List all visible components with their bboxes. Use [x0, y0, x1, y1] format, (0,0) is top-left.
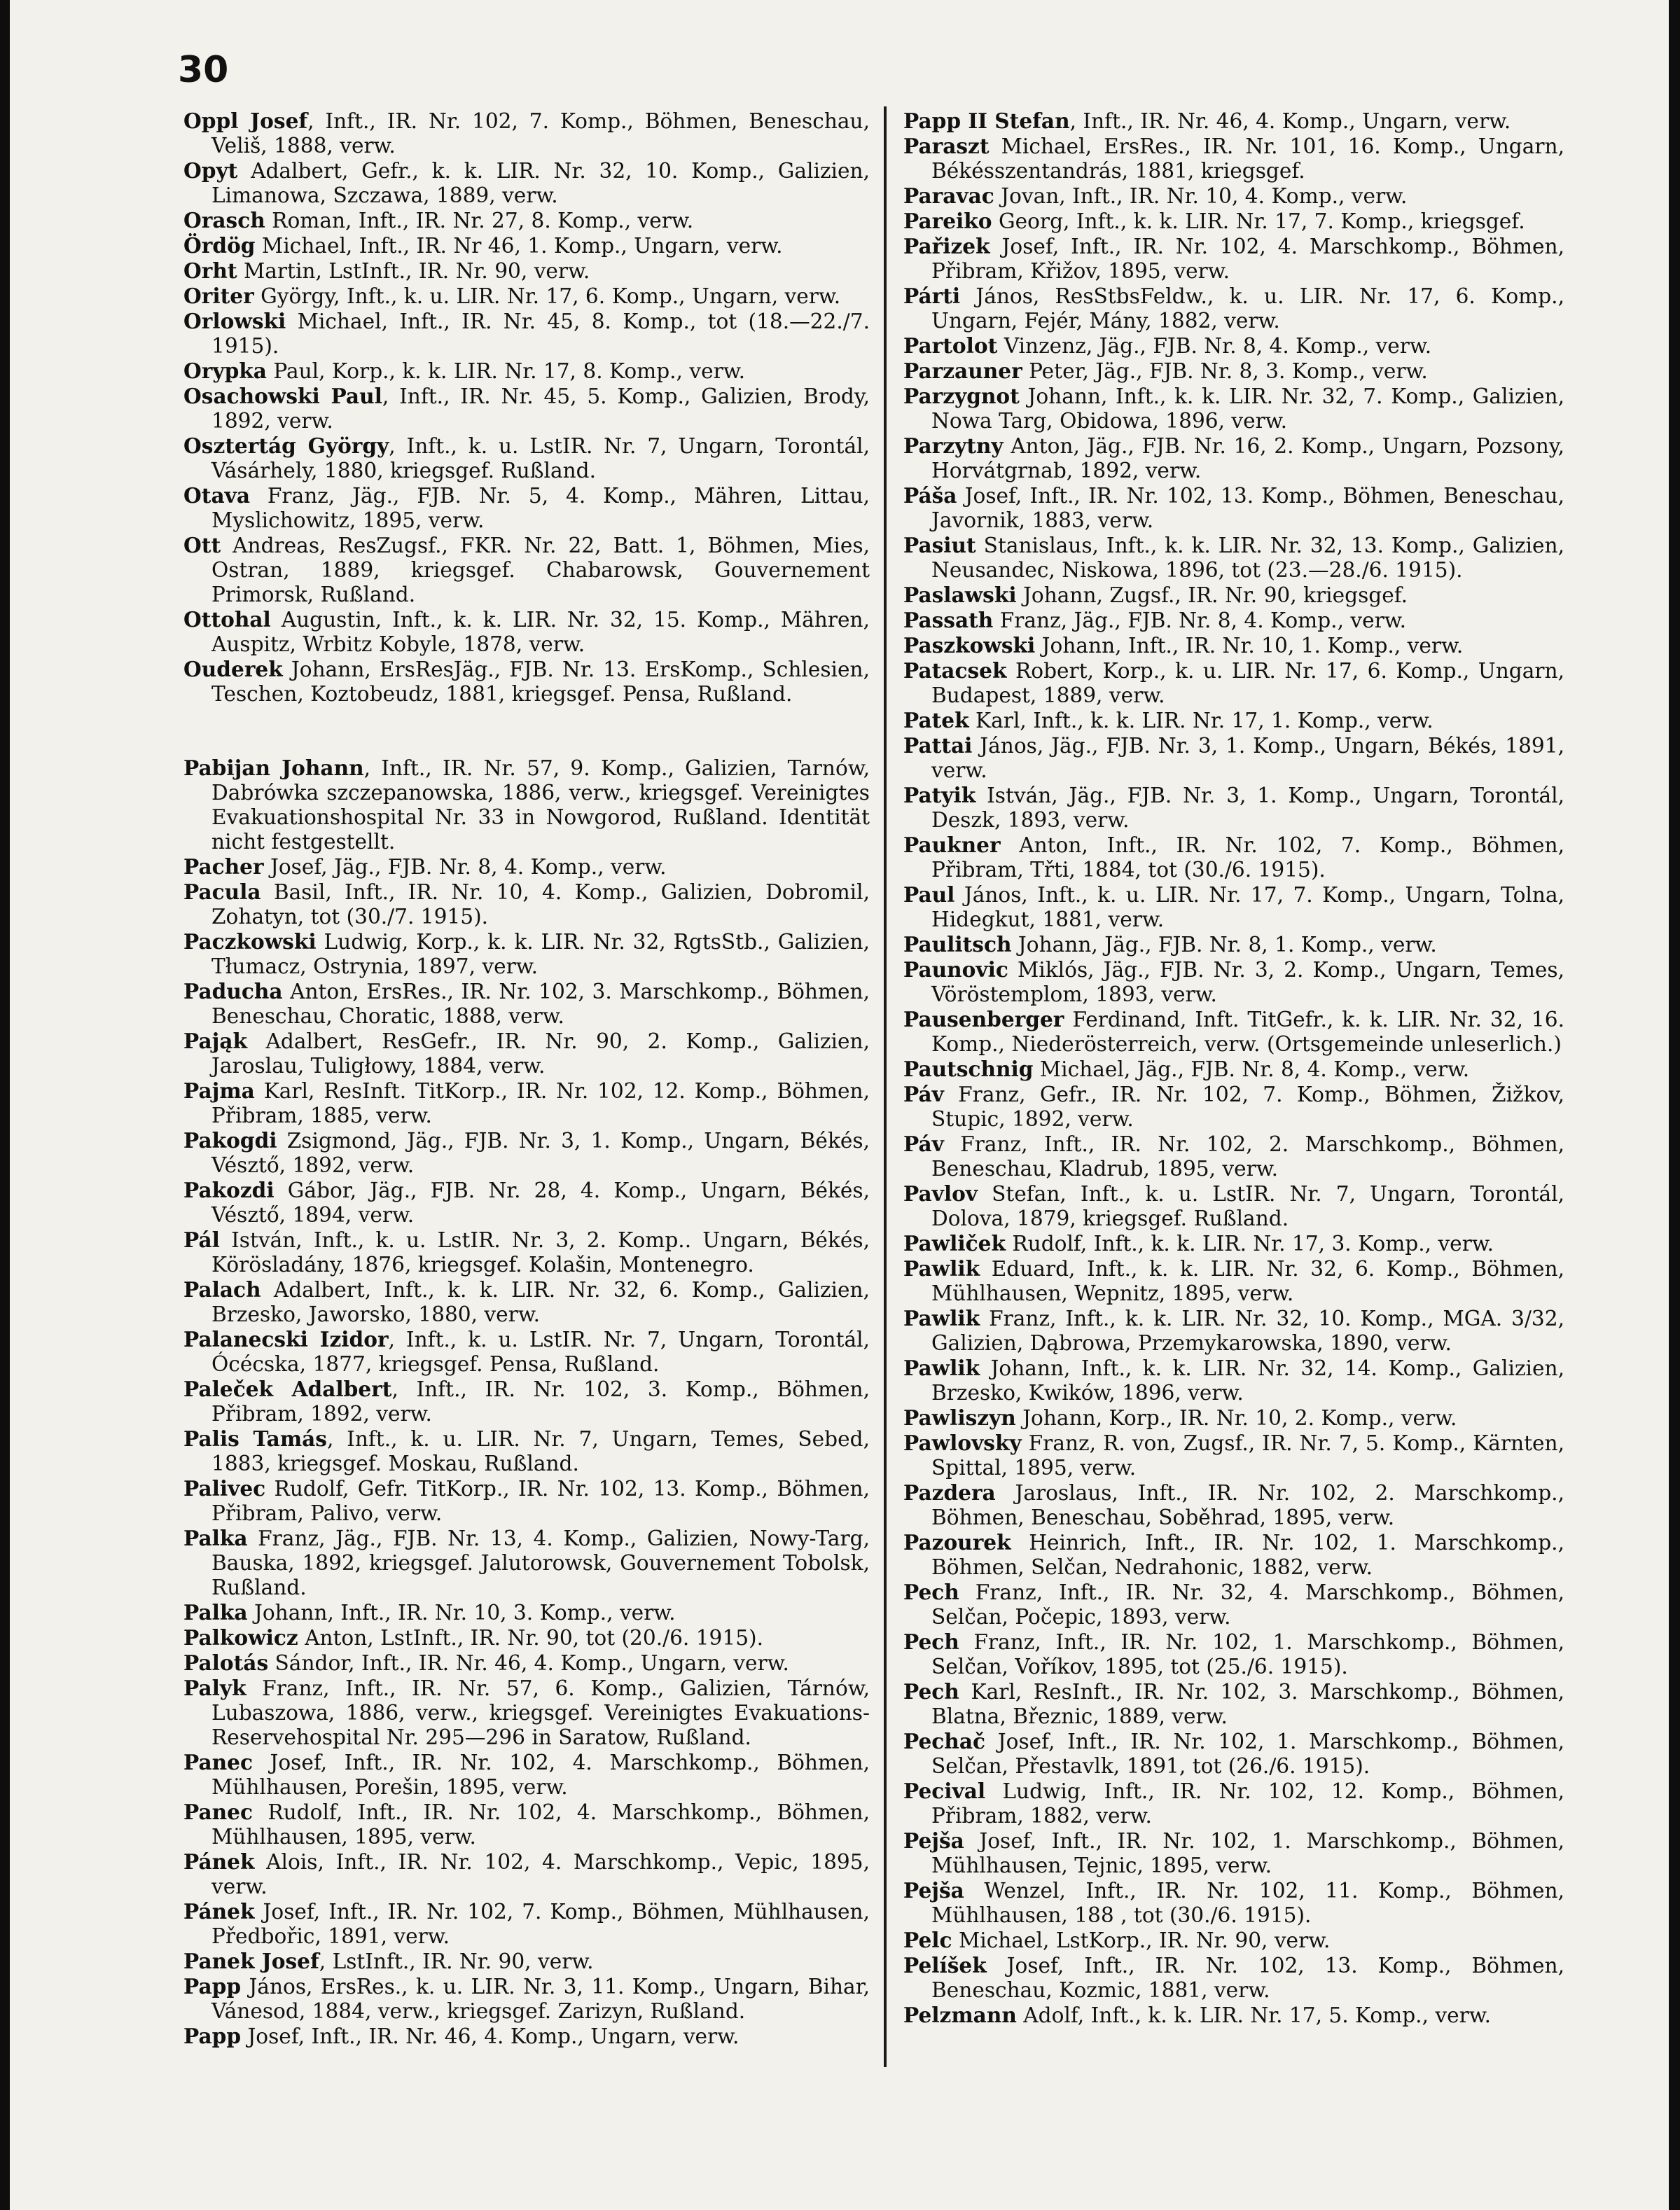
entry-details: Johann, ErsResJäg., FJB. Nr. 13. ErsKomp., Schlesien, Teschen, Koztobeudz, 1881, kriegsgef. Pensa, Rußland.: [211, 658, 870, 706]
entry-surname: Pánek: [183, 1899, 255, 1924]
casualty-entry: [183, 1676, 870, 1750]
entry-surname: Pelc: [903, 1928, 952, 1952]
entry-details: Sándor, Inft., IR. Nr. 46, 4. Komp., Ungarn, verw.: [268, 1651, 789, 1675]
entry-surname: Patek: [903, 708, 969, 732]
entry-details: János, Inft., k. u. LIR. Nr. 17, 7. Komp., Ungarn, Tolna, Hidegkut, 1881, verw.: [931, 883, 1564, 931]
entry-details: Karl, ResInft. TitKorp., IR. Nr. 102, 12. Komp., Böhmen, Přibram, 1885, verw.: [211, 1079, 870, 1127]
entry-surname: Pausenberger: [903, 1007, 1064, 1031]
casualty-entry: [903, 633, 1564, 658]
entry-surname: Pavlov: [903, 1181, 978, 1206]
entry-details: János, ResStbsFeldw., k. u. LIR. Nr. 17, 6. Komp., Ungarn, Fejér, Mány, 1882, verw.: [931, 284, 1564, 333]
entry-surname: Panek Josef: [183, 1949, 319, 1973]
casualty-entry: [183, 1800, 870, 1849]
entry-details: Josef, Inft., IR. Nr. 102, 4. Marschkomp., Böhmen, Mühlhausen, Porešin, 1895, verw.: [211, 1751, 870, 1799]
casualty-entry: [183, 1750, 870, 1800]
entry-surname: Panec: [183, 1800, 253, 1824]
entry-details: Josef, Inft., IR. Nr. 102, 1. Marschkomp., Böhmen, Mühlhausen, Tejnic, 1895, verw.: [931, 1829, 1564, 1877]
entry-surname: Parzytny: [903, 433, 1004, 458]
entry-details: Franz, Inft., IR. Nr. 32, 4. Marschkomp., Böhmen, Selčan, Počepic, 1893, verw.: [931, 1580, 1564, 1629]
casualty-entry: [903, 1828, 1564, 1878]
casualty-entry: [903, 733, 1564, 783]
entry-details: Andreas, ResZugsf., FKR. Nr. 22, Batt. 1, Böhmen, Mies, Ostran, 1889, kriegsgef. Chabarowsk, Gouvernement Primorsk, Rußland.: [211, 534, 870, 606]
entry-surname: Pelíšek: [903, 1953, 987, 1978]
casualty-entry: [903, 1629, 1564, 1679]
casualty-entry: [903, 608, 1564, 633]
entry-surname: Parzauner: [903, 359, 1022, 383]
entry-details: Franz, R. von, Zugsf., IR. Nr. 7, 5. Komp., Kärnten, Spittal, 1895, verw.: [931, 1431, 1564, 1480]
casualty-entry: [183, 1426, 870, 1476]
casualty-entry: [903, 533, 1564, 583]
entry-surname: Pech: [903, 1580, 959, 1604]
entry-details: Karl, ResInft., IR. Nr. 102, 3. Marschkomp., Böhmen, Blatna, Březnic, 1889, verw.: [931, 1680, 1564, 1728]
entry-details: Johann, Jäg., FJB. Nr. 8, 1. Komp., verw.: [1011, 933, 1437, 957]
entry-details: Miklós, Jäg., FJB. Nr. 3, 2. Komp., Ungarn, Temes, Vöröstemplom, 1893, verw.: [931, 958, 1564, 1006]
casualty-entry: [903, 1082, 1564, 1132]
casualty-entry: [903, 833, 1564, 882]
entry-surname: Pech: [903, 1679, 959, 1704]
entry-surname: Paslawski: [903, 583, 1017, 607]
entry-details: Heinrich, Inft., IR. Nr. 102, 1. Marschkomp., Böhmen, Selčan, Nedrahonic, 1882, verw.: [931, 1531, 1564, 1579]
casualty-entry: [903, 658, 1564, 708]
entry-details: Anton, Jäg., FJB. Nr. 16, 2. Komp., Ungarn, Pozsony, Horvátgrnab, 1892, verw.: [931, 434, 1564, 482]
entry-details: Johann, Inft., IR. Nr. 10, 3. Komp., verw.: [247, 1601, 676, 1625]
entry-surname: Pawlovsky: [903, 1431, 1022, 1455]
entry-surname: Palotás: [183, 1650, 269, 1675]
casualty-entry: [903, 1530, 1564, 1580]
entry-surname: Pajma: [183, 1078, 255, 1103]
casualty-entry: [903, 1580, 1564, 1629]
entry-details: Stefan, Inft., k. u. LstIR. Nr. 7, Ungarn, Torontál, Dolova, 1879, kriegsgef. Rußland.: [931, 1182, 1564, 1230]
entry-surname: Pařizek: [903, 234, 990, 258]
entry-details: Josef, Inft., IR. Nr. 102, 7. Komp., Böhmen, Mühlhausen, Předbořic, 1891, verw.: [211, 1900, 870, 1948]
casualty-entry: [903, 2003, 1564, 2028]
entry-details: Johann, Inft., IR. Nr. 10, 1. Komp., verw.: [1035, 634, 1464, 658]
casualty-entry: [183, 384, 870, 433]
entry-surname: Orlowski: [183, 309, 286, 333]
casualty-entry: [903, 1878, 1564, 1928]
entry-details: Peter, Jäg., FJB. Nr. 8, 3. Komp., verw.: [1022, 359, 1428, 383]
casualty-entry: [183, 1128, 870, 1178]
casualty-entry: [183, 1974, 870, 2024]
entry-details: Rudolf, Gefr. TitKorp., IR. Nr. 102, 13. Komp., Böhmen, Přibram, Palivo, verw.: [211, 1477, 870, 1525]
entry-details: Franz, Jäg., FJB. Nr. 13, 4. Komp., Galizien, Nowy-Targ, Bauska, 1892, kriegsgef. Jalutorowsk, Gouvernement Tobolsk, Rußland.: [211, 1527, 870, 1599]
casualty-entry: [183, 359, 870, 384]
entry-details: Ludwig, Inft., IR. Nr. 102, 12. Komp., Böhmen, Přibram, 1882, verw.: [931, 1779, 1564, 1828]
casualty-entry: [183, 1899, 870, 1949]
entry-details: Franz, Inft., IR. Nr. 57, 6. Komp., Galizien, Tárnów, Lubaszowa, 1886, verw., kriegsgef. Vereinigtes Evakuations-Reservehospital Nr. 295—296 in Saratow, Rußland.: [211, 1676, 870, 1749]
entry-surname: Papp II Stefan: [903, 109, 1070, 133]
entry-surname: Pacher: [183, 854, 264, 879]
casualty-entry: [183, 854, 870, 880]
casualty-entry: [903, 134, 1564, 183]
entry-surname: Palis Tamás: [183, 1426, 327, 1451]
casualty-entry: [903, 1729, 1564, 1779]
entry-surname: Pejša: [903, 1878, 964, 1903]
entry-surname: Ott: [183, 533, 221, 557]
entry-details: István, Inft., k. u. LstIR. Nr. 3, 2. Komp.. Ungarn, Békés, Körösladány, 1876, kriegsgef. Kolašin, Montenegro.: [211, 1228, 870, 1277]
entry-surname: Páv: [903, 1082, 944, 1106]
entry-surname: Pawlik: [903, 1256, 980, 1281]
casualty-entry: [183, 158, 870, 208]
casualty-entry: [903, 708, 1564, 733]
entry-details: Ferdinand, Inft. TitGefr., k. k. LIR. Nr. 32, 16. Komp., Niederösterreich, verw. (Ortsgemeinde unleserlich.): [931, 1008, 1564, 1056]
entry-surname: Pareiko: [903, 209, 992, 233]
entry-details: Adalbert, ResGefr., IR. Nr. 90, 2. Komp., Galizien, Jaroslau, Tuligłowy, 1884, verw.: [211, 1029, 870, 1078]
entry-surname: Párti: [903, 284, 961, 308]
casualty-entry: [903, 1256, 1564, 1306]
casualty-entry: [183, 756, 870, 854]
entry-surname: Pazourek: [903, 1530, 1011, 1555]
entry-details: Johann, Korp., IR. Nr. 10, 2. Komp., verw.: [1015, 1406, 1457, 1430]
entry-surname: Passath: [903, 608, 994, 632]
casualty-entry: [183, 1327, 870, 1377]
casualty-entry: [183, 533, 870, 607]
casualty-entry: [903, 932, 1564, 957]
entry-details: Rudolf, Inft., k. k. LIR. Nr. 17, 3. Komp., verw.: [1005, 1232, 1494, 1256]
casualty-entry: [903, 483, 1564, 533]
entry-details: Karl, Inft., k. k. LIR. Nr. 17, 1. Komp., verw.: [969, 709, 1433, 732]
entry-surname: Pawlik: [903, 1356, 980, 1380]
entry-surname: Pabijan Johann: [183, 756, 364, 780]
casualty-entry: [183, 1600, 870, 1625]
entry-details: Georg, Inft., k. k. LIR. Nr. 17, 7. Komp., kriegsgef.: [992, 209, 1525, 233]
entry-surname: Oriter: [183, 284, 254, 308]
entry-details: , Inft., IR. Nr. 102, 7. Komp., Böhmen, Beneschau, Veliš, 1888, verw.: [211, 109, 870, 158]
entry-details: János, Jäg., FJB. Nr. 3, 1. Komp., Ungarn, Békés, 1891, verw.: [931, 734, 1564, 782]
entry-details: Michael, LstKorp., IR. Nr. 90, verw.: [952, 1928, 1331, 1952]
right-column: [903, 109, 1564, 2206]
casualty-entry: [183, 607, 870, 657]
entry-surname: Paulitsch: [903, 932, 1012, 957]
entry-surname: Palach: [183, 1277, 261, 1302]
casualty-entry: [903, 882, 1564, 932]
entry-surname: Pecival: [903, 1779, 986, 1803]
entry-details: , Inft., IR. Nr. 102, 3. Komp., Böhmen, Přibram, 1892, verw.: [211, 1377, 870, 1426]
entry-details: Franz, Inft., IR. Nr. 102, 2. Marschkomp., Böhmen, Beneschau, Kladrub, 1895, verw.: [931, 1132, 1564, 1181]
entry-details: Basil, Inft., IR. Nr. 10, 4. Komp., Galizien, Dobromil, Zohatyn, tot (30./7. 1915).: [211, 880, 870, 929]
entry-surname: Paul: [903, 882, 955, 907]
entry-details: , Inft., IR. Nr. 45, 5. Komp., Galizien, Brody, 1892, verw.: [211, 384, 870, 433]
entry-details: Paul, Korp., k. k. LIR. Nr. 17, 8. Komp., verw.: [266, 359, 745, 383]
casualty-entry: [903, 234, 1564, 284]
entry-surname: Pelzmann: [903, 2003, 1017, 2027]
casualty-entry: [903, 1779, 1564, 1828]
entry-surname: Pechač: [903, 1729, 986, 1753]
entry-details: Michael, ErsRes., IR. Nr. 101, 16. Komp., Ungarn, Békésszentandrás, 1881, kriegsgef.: [931, 134, 1564, 183]
entry-details: Augustin, Inft., k. k. LIR. Nr. 32, 15. Komp., Mähren, Auspitz, Wrbitz Kobyle, 1878, verw.: [211, 608, 870, 656]
entry-surname: Pawliček: [903, 1231, 1006, 1256]
entry-surname: Palka: [183, 1526, 248, 1550]
casualty-entry: [903, 284, 1564, 333]
entry-details: Alois, Inft., IR. Nr. 102, 4. Marschkomp., Vepic, 1895, verw.: [211, 1850, 870, 1898]
entry-surname: Orasch: [183, 208, 265, 232]
entry-details: , Inft., k. u. LIR. Nr. 7, Ungarn, Temes, Sebed, 1883, kriegsgef. Moskau, Rußland.: [211, 1427, 870, 1475]
entry-surname: Páv: [903, 1132, 944, 1156]
entry-surname: Osachowski Paul: [183, 384, 382, 408]
entry-details: Anton, ErsRes., IR. Nr. 102, 3. Marschkomp., Böhmen, Beneschau, Choratic, 1888, verw.: [211, 980, 870, 1028]
casualty-entry: [183, 109, 870, 158]
casualty-entry: [183, 1949, 870, 1974]
casualty-entry: [183, 929, 870, 979]
casualty-entry: [903, 1231, 1564, 1256]
entry-details: , Inft., k. u. LstIR. Nr. 7, Ungarn, Torontál, Vásárhely, 1880, kriegsgef. Rußland.: [211, 434, 870, 482]
casualty-entry: [903, 1356, 1564, 1405]
casualty-entry: [903, 583, 1564, 608]
entry-details: Martin, LstInft., IR. Nr. 90, verw.: [237, 259, 590, 283]
entry-surname: Paravac: [903, 183, 994, 208]
casualty-entry: [183, 1476, 870, 1526]
casualty-entry: [183, 433, 870, 483]
casualty-entry: [183, 233, 870, 258]
entry-details: Josef, Inft., IR. Nr. 46, 4. Komp., Ungarn, verw.: [241, 2024, 740, 2048]
casualty-entry: [903, 1431, 1564, 1480]
casualty-entry: [183, 1078, 870, 1128]
scan-border-left: [0, 0, 10, 2210]
entry-surname: Otava: [183, 483, 250, 508]
entry-details: István, Jäg., FJB. Nr. 3, 1. Komp., Ungarn, Torontál, Deszk, 1893, verw.: [931, 784, 1564, 832]
casualty-entry: [183, 1029, 870, 1078]
entry-surname: Pawliszyn: [903, 1405, 1016, 1430]
casualty-entry: [903, 1306, 1564, 1356]
entry-details: Stanislaus, Inft., k. k. LIR. Nr. 32, 13. Komp., Galizien, Neusandec, Niskowa, 1896, tot (23.—28./6. 1915).: [931, 534, 1564, 582]
entry-details: Roman, Inft., IR. Nr. 27, 8. Komp., verw.: [265, 209, 694, 232]
entry-surname: Paleček Adalbert: [183, 1377, 392, 1401]
casualty-entry: [903, 1181, 1564, 1231]
casualty-entry: [903, 1057, 1564, 1082]
entry-surname: Paraszt: [903, 134, 990, 158]
entry-surname: Pakogdi: [183, 1128, 277, 1153]
entry-details: Adalbert, Gefr., k. k. LIR. Nr. 32, 10. Komp., Galizien, Limanowa, Szczawa, 1889, verw.: [211, 159, 870, 207]
entry-details: Zsigmond, Jäg., FJB. Nr. 3, 1. Komp., Ungarn, Békés, Vésztő, 1892, verw.: [211, 1129, 870, 1177]
casualty-entry: [903, 384, 1564, 433]
section-gap: [183, 707, 870, 756]
entry-surname: Pattai: [903, 733, 973, 758]
column-divider: [884, 106, 887, 2067]
entry-surname: Pasiut: [903, 533, 976, 557]
casualty-entry: [183, 1625, 870, 1650]
entry-details: , Inft., k. u. LstIR. Nr. 7, Ungarn, Torontál, Ócécska, 1877, kriegsgef. Pensa, Rußland.: [211, 1328, 870, 1376]
entry-details: Johann, Inft., k. k. LIR. Nr. 32, 14. Komp., Galizien, Brzesko, Kwików, 1896, verw.: [931, 1356, 1564, 1405]
entry-surname: Pacula: [183, 880, 261, 904]
entry-details: Adalbert, Inft., k. k. LIR. Nr. 32, 6. Komp., Galizien, Brzesko, Jaworsko, 1880, verw.: [211, 1278, 870, 1326]
casualty-entry: [903, 433, 1564, 483]
entry-surname: Pejša: [903, 1828, 964, 1853]
entry-surname: Paducha: [183, 979, 283, 1003]
entry-surname: Pautschnig: [903, 1057, 1034, 1081]
entry-details: Franz, Jäg., FJB. Nr. 8, 4. Komp., verw.: [993, 609, 1407, 632]
entry-details: Michael, Jäg., FJB. Nr. 8, 4. Komp., verw.: [1033, 1057, 1470, 1081]
casualty-entry: [183, 657, 870, 707]
entry-details: Anton, Inft., IR. Nr. 102, 7. Komp., Böhmen, Přibram, Třti, 1884, tot (30./6. 1915).: [931, 833, 1564, 882]
entry-surname: Orypka: [183, 359, 267, 383]
entry-details: , LstInft., IR. Nr. 90, verw.: [319, 1950, 594, 1973]
entry-surname: Panec: [183, 1750, 253, 1774]
entry-details: Eduard, Inft., k. k. LIR. Nr. 32, 6. Komp., Böhmen, Mühlhausen, Wepnitz, 1895, verw.: [931, 1257, 1564, 1305]
casualty-entry: [903, 957, 1564, 1007]
entry-surname: Paunovic: [903, 957, 1008, 982]
entry-surname: Paukner: [903, 833, 1001, 857]
page-number: 30: [178, 49, 229, 91]
entry-surname: Páša: [903, 483, 957, 508]
entry-surname: Ouderek: [183, 657, 283, 681]
casualty-entry: [903, 1405, 1564, 1431]
entry-surname: Ottohal: [183, 607, 271, 632]
casualty-entry: [903, 1480, 1564, 1530]
entry-details: Johann, Inft., k. k. LIR. Nr. 32, 7. Komp., Galizien, Nowa Targ, Obidowa, 1896, verw.: [931, 384, 1564, 433]
entry-details: Franz, Gefr., IR. Nr. 102, 7. Komp., Böhmen, Žižkov, Stupic, 1892, verw.: [931, 1083, 1564, 1131]
entry-details: Josef, Inft., IR. Nr. 102, 13. Komp., Böhmen, Beneschau, Javornik, 1883, verw.: [931, 484, 1564, 532]
casualty-entry: [903, 183, 1564, 209]
entry-details: Michael, Inft., IR. Nr. 45, 8. Komp., tot (18.—22./7. 1915).: [211, 310, 870, 358]
entry-surname: Partolot: [903, 333, 998, 358]
casualty-entry: [183, 284, 870, 309]
entry-surname: Palivec: [183, 1476, 266, 1501]
casualty-entry: [183, 979, 870, 1029]
entry-details: Gábor, Jäg., FJB. Nr. 28, 4. Komp., Ungarn, Békés, Vésztő, 1894, verw.: [211, 1179, 870, 1227]
entry-details: Johann, Zugsf., IR. Nr. 90, kriegsgef.: [1016, 583, 1408, 607]
entry-details: Robert, Korp., k. u. LIR. Nr. 17, 6. Komp., Ungarn, Budapest, 1889, verw.: [931, 659, 1564, 707]
casualty-entry: [183, 1228, 870, 1277]
entry-surname: Pakozdi: [183, 1178, 275, 1202]
entry-surname: Opyt: [183, 158, 238, 183]
entry-surname: Palyk: [183, 1676, 247, 1700]
casualty-entry: [183, 1526, 870, 1600]
entry-details: Vinzenz, Jäg., FJB. Nr. 8, 4. Komp., verw.: [997, 334, 1432, 358]
entry-details: Josef, Jäg., FJB. Nr. 8, 4. Komp., verw.: [263, 855, 667, 879]
entry-details: Adolf, Inft., k. k. LIR. Nr. 17, 5. Komp., verw.: [1016, 2003, 1492, 2027]
entry-details: Franz, Jäg., FJB. Nr. 5, 4. Komp., Mähren, Littau, Myslichowitz, 1895, verw.: [211, 484, 870, 532]
entry-details: Franz, Inft., IR. Nr. 102, 1. Marschkomp., Böhmen, Selčan, Voříkov, 1895, tot (25./6. 1915).: [931, 1630, 1564, 1679]
entry-details: , Inft., IR. Nr. 46, 4. Komp., Ungarn, verw.: [1069, 109, 1511, 133]
entry-surname: Pech: [903, 1629, 959, 1654]
casualty-entry: [903, 333, 1564, 359]
entry-surname: Ördög: [183, 233, 256, 258]
casualty-entry: [903, 1132, 1564, 1181]
casualty-entry: [903, 1953, 1564, 2003]
entry-details: Josef, Inft., IR. Nr. 102, 1. Marschkomp., Böhmen, Selčan, Přestavlk, 1891, tot (26./6. 1915).: [931, 1730, 1564, 1778]
casualty-entry: [903, 209, 1564, 234]
entry-surname: Palanecski Izidor: [183, 1327, 389, 1351]
entry-surname: Orht: [183, 258, 237, 283]
casualty-entry: [183, 1849, 870, 1899]
entry-surname: Papp: [183, 1974, 242, 1999]
casualty-entry: [903, 109, 1564, 134]
casualty-entry: [183, 483, 870, 533]
entry-surname: Palkowicz: [183, 1625, 298, 1650]
entry-details: Josef, Inft., IR. Nr. 102, 13. Komp., Böhmen, Beneschau, Kozmic, 1881, verw.: [931, 1954, 1564, 2002]
entry-surname: Papp: [183, 2024, 242, 2048]
entry-surname: Pánek: [183, 1849, 255, 1874]
entry-surname: Pawlik: [903, 1306, 980, 1330]
casualty-entry: [903, 359, 1564, 384]
entry-details: Rudolf, Inft., IR. Nr. 102, 4. Marschkomp., Böhmen, Mühlhausen, 1895, verw.: [211, 1800, 870, 1849]
entry-surname: Parzygnot: [903, 384, 1020, 408]
entry-details: Franz, Inft., k. k. LIR. Nr. 32, 10. Komp., MGA. 3/32, Galizien, Dąbrowa, Przemykarowska, 1890, verw.: [931, 1307, 1564, 1355]
entry-details: Jaroslaus, Inft., IR. Nr. 102, 2. Marschkomp., Böhmen, Beneschau, Soběhrad, 1895, verw.: [931, 1481, 1564, 1529]
casualty-entry: [183, 880, 870, 929]
casualty-entry: [183, 1650, 870, 1676]
entry-details: Ludwig, Korp., k. k. LIR. Nr. 32, RgtsStb., Galizien, Tłumacz, Ostrynia, 1897, verw.: [211, 930, 870, 978]
casualty-entry: [903, 1928, 1564, 1953]
casualty-entry: [183, 258, 870, 284]
entry-details: Michael, Inft., IR. Nr 46, 1. Komp., Ungarn, verw.: [255, 234, 783, 258]
casualty-entry: [903, 1007, 1564, 1057]
scan-border-right: [1669, 0, 1680, 2210]
entry-surname: Pająk: [183, 1029, 248, 1053]
casualty-entry: [183, 208, 870, 233]
casualty-entry: [183, 1178, 870, 1228]
entry-details: Anton, LstInft., IR. Nr. 90, tot (20./6. 1915).: [298, 1626, 763, 1650]
entry-details: Jovan, Inft., IR. Nr. 10, 4. Komp., verw.: [994, 184, 1408, 208]
entry-details: Josef, Inft., IR. Nr. 102, 4. Marschkomp., Böhmen, Přibram, Křižov, 1895, verw.: [931, 235, 1564, 283]
entry-details: János, ErsRes., k. u. LIR. Nr. 3, 11. Komp., Ungarn, Bihar, Vánesod, 1884, verw., kriegsgef. Zarizyn, Rußland.: [211, 1975, 870, 2023]
left-column: [183, 109, 870, 2206]
entry-surname: Patyik: [903, 783, 976, 807]
entry-surname: Pazdera: [903, 1480, 996, 1505]
casualty-entry: [183, 1277, 870, 1327]
entry-surname: Osztertág György: [183, 433, 389, 458]
entry-surname: Palka: [183, 1600, 248, 1625]
entry-details: Wenzel, Inft., IR. Nr. 102, 11. Komp., Böhmen, Mühlhausen, 188 , tot (30./6. 1915).: [931, 1879, 1564, 1927]
entry-surname: Paczkowski: [183, 929, 317, 954]
casualty-entry: [903, 783, 1564, 833]
entry-surname: Pál: [183, 1228, 220, 1252]
entry-surname: Oppl Josef: [183, 109, 308, 133]
casualty-entry: [903, 1679, 1564, 1729]
entry-details: György, Inft., k. u. LIR. Nr. 17, 6. Komp., Ungarn, verw.: [254, 284, 841, 308]
entry-surname: Patacsek: [903, 658, 1007, 683]
entry-surname: Paszkowski: [903, 633, 1036, 658]
entry-details: , Inft., IR. Nr. 57, 9. Komp., Galizien, Tarnów, Dabrówka szczepanowska, 1886, verw., kriegsgef. Vereinigtes Evakuationshospital Nr. 33 in Nowgorod, Rußland. Identität nicht festgestellt.: [211, 756, 870, 854]
casualty-entry: [183, 309, 870, 359]
casualty-entry: [183, 1377, 870, 1426]
casualty-entry: [183, 2024, 870, 2049]
